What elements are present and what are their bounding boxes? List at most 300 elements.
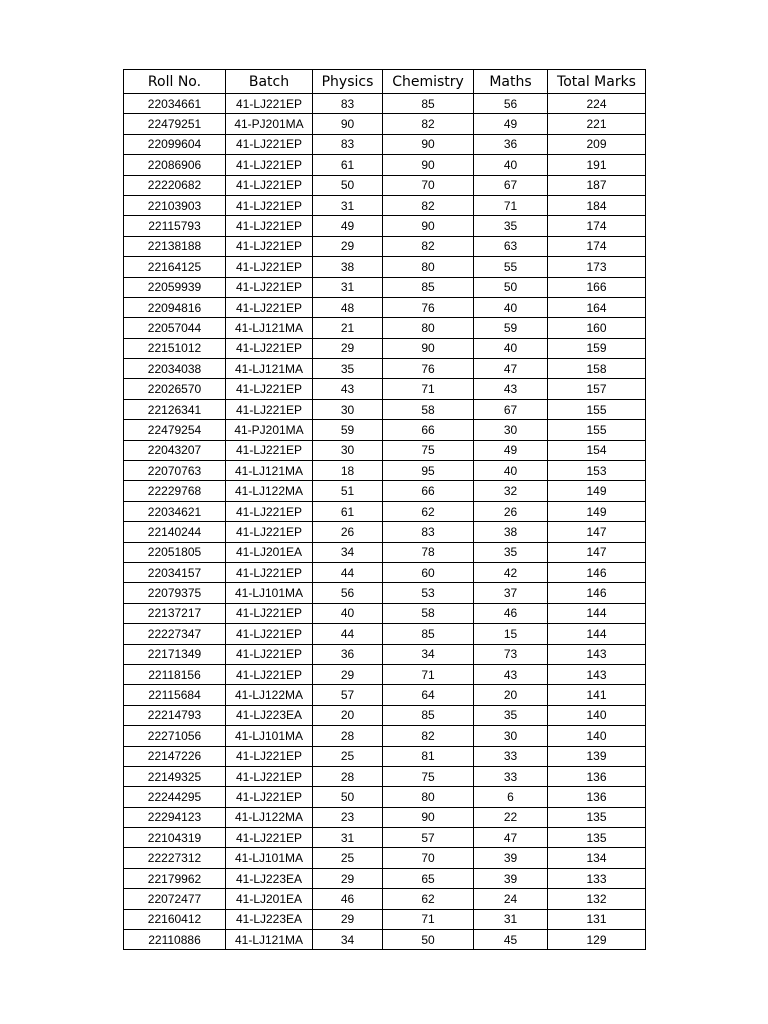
cell-total-marks: 129 bbox=[548, 930, 646, 950]
cell-chemistry: 76 bbox=[383, 359, 474, 379]
cell-total-marks: 153 bbox=[548, 461, 646, 481]
cell-total-marks: 147 bbox=[548, 522, 646, 542]
cell-physics: 29 bbox=[313, 868, 383, 888]
cell-roll-no: 22072477 bbox=[124, 889, 226, 909]
cell-batch: 41-LJ121MA bbox=[226, 359, 313, 379]
marks-table bbox=[123, 69, 646, 950]
cell-roll-no: 22126341 bbox=[124, 399, 226, 419]
header-row bbox=[124, 70, 646, 94]
cell-batch: 41-LJ101MA bbox=[226, 583, 313, 603]
cell-batch: 41-LJ221EP bbox=[226, 257, 313, 277]
cell-total-marks: 155 bbox=[548, 399, 646, 419]
cell-total-marks: 158 bbox=[548, 359, 646, 379]
table-row bbox=[124, 542, 646, 562]
cell-physics: 25 bbox=[313, 848, 383, 868]
cell-total-marks: 166 bbox=[548, 277, 646, 297]
cell-chemistry: 75 bbox=[383, 440, 474, 460]
cell-total-marks: 132 bbox=[548, 889, 646, 909]
cell-physics: 83 bbox=[313, 94, 383, 114]
cell-maths: 42 bbox=[474, 562, 548, 582]
cell-physics: 35 bbox=[313, 359, 383, 379]
cell-physics: 83 bbox=[313, 134, 383, 154]
cell-physics: 44 bbox=[313, 562, 383, 582]
cell-total-marks: 146 bbox=[548, 562, 646, 582]
cell-physics: 56 bbox=[313, 583, 383, 603]
cell-maths: 26 bbox=[474, 501, 548, 521]
cell-total-marks: 174 bbox=[548, 236, 646, 256]
cell-total-marks: 187 bbox=[548, 175, 646, 195]
cell-roll-no: 22104319 bbox=[124, 828, 226, 848]
cell-total-marks: 154 bbox=[548, 440, 646, 460]
cell-physics: 31 bbox=[313, 828, 383, 848]
cell-roll-no: 22151012 bbox=[124, 338, 226, 358]
cell-physics: 38 bbox=[313, 257, 383, 277]
cell-chemistry: 82 bbox=[383, 114, 474, 134]
cell-roll-no: 22214793 bbox=[124, 705, 226, 725]
cell-maths: 47 bbox=[474, 359, 548, 379]
cell-roll-no: 22294123 bbox=[124, 807, 226, 827]
header-chemistry: Chemistry bbox=[383, 70, 474, 94]
cell-roll-no: 22115793 bbox=[124, 216, 226, 236]
cell-maths: 71 bbox=[474, 195, 548, 215]
table-row bbox=[124, 236, 646, 256]
cell-roll-no: 22059939 bbox=[124, 277, 226, 297]
cell-batch: 41-LJ121MA bbox=[226, 318, 313, 338]
table-row bbox=[124, 338, 646, 358]
cell-physics: 34 bbox=[313, 542, 383, 562]
cell-batch: 41-LJ101MA bbox=[226, 848, 313, 868]
cell-maths: 73 bbox=[474, 644, 548, 664]
cell-chemistry: 78 bbox=[383, 542, 474, 562]
cell-physics: 30 bbox=[313, 399, 383, 419]
table-row bbox=[124, 501, 646, 521]
cell-total-marks: 221 bbox=[548, 114, 646, 134]
table-row bbox=[124, 94, 646, 114]
cell-chemistry: 53 bbox=[383, 583, 474, 603]
cell-batch: 41-LJ221EP bbox=[226, 522, 313, 542]
cell-batch: 41-LJ221EP bbox=[226, 440, 313, 460]
table-row bbox=[124, 155, 646, 175]
cell-maths: 39 bbox=[474, 848, 548, 868]
cell-physics: 23 bbox=[313, 807, 383, 827]
cell-maths: 63 bbox=[474, 236, 548, 256]
cell-roll-no: 22086906 bbox=[124, 155, 226, 175]
header-batch: Batch bbox=[226, 70, 313, 94]
cell-maths: 37 bbox=[474, 583, 548, 603]
table-row bbox=[124, 787, 646, 807]
cell-maths: 31 bbox=[474, 909, 548, 929]
table-row bbox=[124, 420, 646, 440]
cell-physics: 29 bbox=[313, 236, 383, 256]
cell-maths: 43 bbox=[474, 664, 548, 684]
cell-batch: 41-LJ122MA bbox=[226, 685, 313, 705]
cell-batch: 41-LJ221EP bbox=[226, 644, 313, 664]
cell-batch: 41-LJ122MA bbox=[226, 481, 313, 501]
cell-roll-no: 22220682 bbox=[124, 175, 226, 195]
cell-physics: 40 bbox=[313, 603, 383, 623]
cell-chemistry: 60 bbox=[383, 562, 474, 582]
cell-total-marks: 140 bbox=[548, 726, 646, 746]
cell-roll-no: 22227347 bbox=[124, 624, 226, 644]
cell-roll-no: 22043207 bbox=[124, 440, 226, 460]
cell-batch: 41-LJ221EP bbox=[226, 562, 313, 582]
cell-roll-no: 22244295 bbox=[124, 787, 226, 807]
cell-roll-no: 22026570 bbox=[124, 379, 226, 399]
cell-total-marks: 146 bbox=[548, 583, 646, 603]
header-physics: Physics bbox=[313, 70, 383, 94]
cell-total-marks: 135 bbox=[548, 828, 646, 848]
cell-physics: 50 bbox=[313, 787, 383, 807]
table-row bbox=[124, 828, 646, 848]
table-row bbox=[124, 705, 646, 725]
cell-physics: 59 bbox=[313, 420, 383, 440]
cell-batch: 41-LJ221EP bbox=[226, 277, 313, 297]
table-row bbox=[124, 868, 646, 888]
cell-chemistry: 65 bbox=[383, 868, 474, 888]
cell-maths: 39 bbox=[474, 868, 548, 888]
cell-maths: 38 bbox=[474, 522, 548, 542]
cell-batch: 41-LJ221EP bbox=[226, 338, 313, 358]
cell-physics: 25 bbox=[313, 746, 383, 766]
cell-batch: 41-LJ221EP bbox=[226, 195, 313, 215]
cell-physics: 31 bbox=[313, 195, 383, 215]
cell-roll-no: 22094816 bbox=[124, 297, 226, 317]
cell-maths: 67 bbox=[474, 399, 548, 419]
cell-physics: 48 bbox=[313, 297, 383, 317]
cell-roll-no: 22149325 bbox=[124, 766, 226, 786]
cell-total-marks: 133 bbox=[548, 868, 646, 888]
cell-batch: 41-LJ221EP bbox=[226, 664, 313, 684]
cell-physics: 43 bbox=[313, 379, 383, 399]
cell-chemistry: 83 bbox=[383, 522, 474, 542]
table-row bbox=[124, 807, 646, 827]
cell-total-marks: 134 bbox=[548, 848, 646, 868]
cell-total-marks: 143 bbox=[548, 644, 646, 664]
cell-maths: 36 bbox=[474, 134, 548, 154]
cell-roll-no: 22479251 bbox=[124, 114, 226, 134]
cell-total-marks: 184 bbox=[548, 195, 646, 215]
cell-roll-no: 22110886 bbox=[124, 930, 226, 950]
cell-roll-no: 22070763 bbox=[124, 461, 226, 481]
cell-physics: 90 bbox=[313, 114, 383, 134]
cell-chemistry: 71 bbox=[383, 909, 474, 929]
header-maths: Maths bbox=[474, 70, 548, 94]
cell-total-marks: 140 bbox=[548, 705, 646, 725]
cell-physics: 61 bbox=[313, 155, 383, 175]
cell-chemistry: 57 bbox=[383, 828, 474, 848]
cell-chemistry: 66 bbox=[383, 481, 474, 501]
cell-batch: 41-LJ221EP bbox=[226, 746, 313, 766]
cell-chemistry: 81 bbox=[383, 746, 474, 766]
cell-roll-no: 22164125 bbox=[124, 257, 226, 277]
cell-batch: 41-LJ221EP bbox=[226, 379, 313, 399]
table-row bbox=[124, 318, 646, 338]
cell-physics: 36 bbox=[313, 644, 383, 664]
cell-chemistry: 71 bbox=[383, 664, 474, 684]
cell-batch: 41-LJ221EP bbox=[226, 603, 313, 623]
cell-batch: 41-LJ221EP bbox=[226, 624, 313, 644]
cell-maths: 24 bbox=[474, 889, 548, 909]
table-row bbox=[124, 257, 646, 277]
cell-physics: 49 bbox=[313, 216, 383, 236]
table-row bbox=[124, 195, 646, 215]
cell-batch: 41-LJ201EA bbox=[226, 889, 313, 909]
table-row bbox=[124, 685, 646, 705]
cell-roll-no: 22051805 bbox=[124, 542, 226, 562]
cell-chemistry: 50 bbox=[383, 930, 474, 950]
table-row bbox=[124, 440, 646, 460]
cell-roll-no: 22099604 bbox=[124, 134, 226, 154]
cell-maths: 50 bbox=[474, 277, 548, 297]
table-body bbox=[124, 94, 646, 950]
cell-batch: 41-LJ201EA bbox=[226, 542, 313, 562]
cell-physics: 31 bbox=[313, 277, 383, 297]
cell-chemistry: 90 bbox=[383, 155, 474, 175]
cell-chemistry: 70 bbox=[383, 848, 474, 868]
cell-chemistry: 85 bbox=[383, 277, 474, 297]
cell-batch: 41-PJ201MA bbox=[226, 114, 313, 134]
cell-batch: 41-LJ121MA bbox=[226, 930, 313, 950]
cell-chemistry: 58 bbox=[383, 399, 474, 419]
cell-total-marks: 135 bbox=[548, 807, 646, 827]
cell-chemistry: 58 bbox=[383, 603, 474, 623]
cell-total-marks: 149 bbox=[548, 501, 646, 521]
cell-chemistry: 64 bbox=[383, 685, 474, 705]
cell-physics: 50 bbox=[313, 175, 383, 195]
cell-roll-no: 22271056 bbox=[124, 726, 226, 746]
cell-batch: 41-LJ223EA bbox=[226, 705, 313, 725]
cell-maths: 33 bbox=[474, 746, 548, 766]
cell-total-marks: 174 bbox=[548, 216, 646, 236]
cell-maths: 56 bbox=[474, 94, 548, 114]
cell-maths: 40 bbox=[474, 155, 548, 175]
table-row bbox=[124, 766, 646, 786]
cell-batch: 41-LJ223EA bbox=[226, 909, 313, 929]
cell-total-marks: 147 bbox=[548, 542, 646, 562]
table-row bbox=[124, 379, 646, 399]
table-row bbox=[124, 359, 646, 379]
table-row bbox=[124, 461, 646, 481]
cell-physics: 28 bbox=[313, 726, 383, 746]
cell-roll-no: 22079375 bbox=[124, 583, 226, 603]
cell-chemistry: 85 bbox=[383, 94, 474, 114]
cell-total-marks: 136 bbox=[548, 787, 646, 807]
cell-physics: 51 bbox=[313, 481, 383, 501]
header-total-marks: Total Marks bbox=[548, 70, 646, 94]
cell-total-marks: 157 bbox=[548, 379, 646, 399]
cell-roll-no: 22147226 bbox=[124, 746, 226, 766]
cell-physics: 18 bbox=[313, 461, 383, 481]
table-row bbox=[124, 562, 646, 582]
cell-maths: 22 bbox=[474, 807, 548, 827]
cell-batch: 41-LJ221EP bbox=[226, 216, 313, 236]
cell-chemistry: 90 bbox=[383, 807, 474, 827]
cell-roll-no: 22138188 bbox=[124, 236, 226, 256]
cell-total-marks: 143 bbox=[548, 664, 646, 684]
cell-chemistry: 34 bbox=[383, 644, 474, 664]
cell-total-marks: 149 bbox=[548, 481, 646, 501]
cell-maths: 15 bbox=[474, 624, 548, 644]
cell-physics: 29 bbox=[313, 338, 383, 358]
cell-batch: 41-LJ221EP bbox=[226, 297, 313, 317]
table-row bbox=[124, 930, 646, 950]
cell-batch: 41-LJ221EP bbox=[226, 236, 313, 256]
cell-roll-no: 22118156 bbox=[124, 664, 226, 684]
cell-roll-no: 22179962 bbox=[124, 868, 226, 888]
cell-maths: 47 bbox=[474, 828, 548, 848]
cell-physics: 28 bbox=[313, 766, 383, 786]
cell-maths: 59 bbox=[474, 318, 548, 338]
cell-batch: 41-LJ223EA bbox=[226, 868, 313, 888]
cell-maths: 30 bbox=[474, 726, 548, 746]
cell-roll-no: 22057044 bbox=[124, 318, 226, 338]
cell-chemistry: 82 bbox=[383, 726, 474, 746]
cell-chemistry: 90 bbox=[383, 338, 474, 358]
cell-chemistry: 80 bbox=[383, 257, 474, 277]
table-row bbox=[124, 134, 646, 154]
cell-maths: 49 bbox=[474, 440, 548, 460]
cell-chemistry: 70 bbox=[383, 175, 474, 195]
cell-maths: 67 bbox=[474, 175, 548, 195]
cell-batch: 41-LJ221EP bbox=[226, 94, 313, 114]
cell-maths: 35 bbox=[474, 542, 548, 562]
cell-chemistry: 82 bbox=[383, 195, 474, 215]
cell-roll-no: 22171349 bbox=[124, 644, 226, 664]
cell-physics: 26 bbox=[313, 522, 383, 542]
cell-batch: 41-LJ221EP bbox=[226, 399, 313, 419]
table-header bbox=[124, 70, 646, 94]
cell-roll-no: 22160412 bbox=[124, 909, 226, 929]
cell-batch: 41-LJ221EP bbox=[226, 828, 313, 848]
cell-maths: 46 bbox=[474, 603, 548, 623]
cell-chemistry: 85 bbox=[383, 705, 474, 725]
cell-batch: 41-LJ221EP bbox=[226, 155, 313, 175]
cell-chemistry: 71 bbox=[383, 379, 474, 399]
cell-roll-no: 22034038 bbox=[124, 359, 226, 379]
cell-total-marks: 144 bbox=[548, 603, 646, 623]
cell-total-marks: 224 bbox=[548, 94, 646, 114]
cell-maths: 45 bbox=[474, 930, 548, 950]
cell-total-marks: 173 bbox=[548, 257, 646, 277]
cell-chemistry: 66 bbox=[383, 420, 474, 440]
table-row bbox=[124, 297, 646, 317]
cell-chemistry: 62 bbox=[383, 501, 474, 521]
cell-maths: 30 bbox=[474, 420, 548, 440]
cell-total-marks: 155 bbox=[548, 420, 646, 440]
table-row bbox=[124, 664, 646, 684]
cell-batch: 41-LJ221EP bbox=[226, 766, 313, 786]
cell-roll-no: 22034661 bbox=[124, 94, 226, 114]
cell-chemistry: 76 bbox=[383, 297, 474, 317]
cell-physics: 57 bbox=[313, 685, 383, 705]
table-row bbox=[124, 909, 646, 929]
cell-batch: 41-LJ221EP bbox=[226, 501, 313, 521]
cell-maths: 35 bbox=[474, 216, 548, 236]
cell-maths: 20 bbox=[474, 685, 548, 705]
table-row bbox=[124, 726, 646, 746]
cell-total-marks: 136 bbox=[548, 766, 646, 786]
cell-chemistry: 90 bbox=[383, 134, 474, 154]
cell-chemistry: 82 bbox=[383, 236, 474, 256]
cell-maths: 33 bbox=[474, 766, 548, 786]
table-row bbox=[124, 746, 646, 766]
cell-maths: 40 bbox=[474, 338, 548, 358]
table-row bbox=[124, 889, 646, 909]
table-row bbox=[124, 399, 646, 419]
cell-total-marks: 139 bbox=[548, 746, 646, 766]
cell-chemistry: 80 bbox=[383, 787, 474, 807]
cell-physics: 34 bbox=[313, 930, 383, 950]
cell-roll-no: 22140244 bbox=[124, 522, 226, 542]
cell-chemistry: 95 bbox=[383, 461, 474, 481]
cell-roll-no: 22227312 bbox=[124, 848, 226, 868]
cell-roll-no: 22479254 bbox=[124, 420, 226, 440]
cell-total-marks: 164 bbox=[548, 297, 646, 317]
table-row bbox=[124, 583, 646, 603]
cell-batch: 41-LJ121MA bbox=[226, 461, 313, 481]
cell-chemistry: 80 bbox=[383, 318, 474, 338]
cell-physics: 46 bbox=[313, 889, 383, 909]
cell-batch: 41-LJ221EP bbox=[226, 134, 313, 154]
cell-maths: 40 bbox=[474, 461, 548, 481]
cell-batch: 41-LJ101MA bbox=[226, 726, 313, 746]
cell-roll-no: 22229768 bbox=[124, 481, 226, 501]
table-row bbox=[124, 603, 646, 623]
cell-batch: 41-LJ221EP bbox=[226, 175, 313, 195]
cell-physics: 29 bbox=[313, 664, 383, 684]
cell-maths: 35 bbox=[474, 705, 548, 725]
cell-chemistry: 75 bbox=[383, 766, 474, 786]
table-row bbox=[124, 277, 646, 297]
cell-total-marks: 209 bbox=[548, 134, 646, 154]
table-row bbox=[124, 216, 646, 236]
cell-physics: 20 bbox=[313, 705, 383, 725]
cell-total-marks: 141 bbox=[548, 685, 646, 705]
cell-total-marks: 159 bbox=[548, 338, 646, 358]
table-row bbox=[124, 522, 646, 542]
table-row bbox=[124, 848, 646, 868]
cell-physics: 30 bbox=[313, 440, 383, 460]
cell-roll-no: 22103903 bbox=[124, 195, 226, 215]
cell-batch: 41-PJ201MA bbox=[226, 420, 313, 440]
cell-roll-no: 22034621 bbox=[124, 501, 226, 521]
table-row bbox=[124, 481, 646, 501]
cell-batch: 41-LJ221EP bbox=[226, 787, 313, 807]
cell-maths: 32 bbox=[474, 481, 548, 501]
cell-total-marks: 131 bbox=[548, 909, 646, 929]
cell-total-marks: 160 bbox=[548, 318, 646, 338]
cell-maths: 43 bbox=[474, 379, 548, 399]
cell-physics: 44 bbox=[313, 624, 383, 644]
cell-total-marks: 191 bbox=[548, 155, 646, 175]
cell-roll-no: 22115684 bbox=[124, 685, 226, 705]
cell-chemistry: 85 bbox=[383, 624, 474, 644]
cell-chemistry: 90 bbox=[383, 216, 474, 236]
cell-physics: 29 bbox=[313, 909, 383, 929]
table-row bbox=[124, 644, 646, 664]
header-roll-no: Roll No. bbox=[124, 70, 226, 94]
table-row bbox=[124, 624, 646, 644]
table-row bbox=[124, 175, 646, 195]
cell-physics: 61 bbox=[313, 501, 383, 521]
cell-total-marks: 144 bbox=[548, 624, 646, 644]
cell-roll-no: 22137217 bbox=[124, 603, 226, 623]
cell-maths: 49 bbox=[474, 114, 548, 134]
cell-maths: 6 bbox=[474, 787, 548, 807]
cell-maths: 40 bbox=[474, 297, 548, 317]
cell-roll-no: 22034157 bbox=[124, 562, 226, 582]
table-row bbox=[124, 114, 646, 134]
